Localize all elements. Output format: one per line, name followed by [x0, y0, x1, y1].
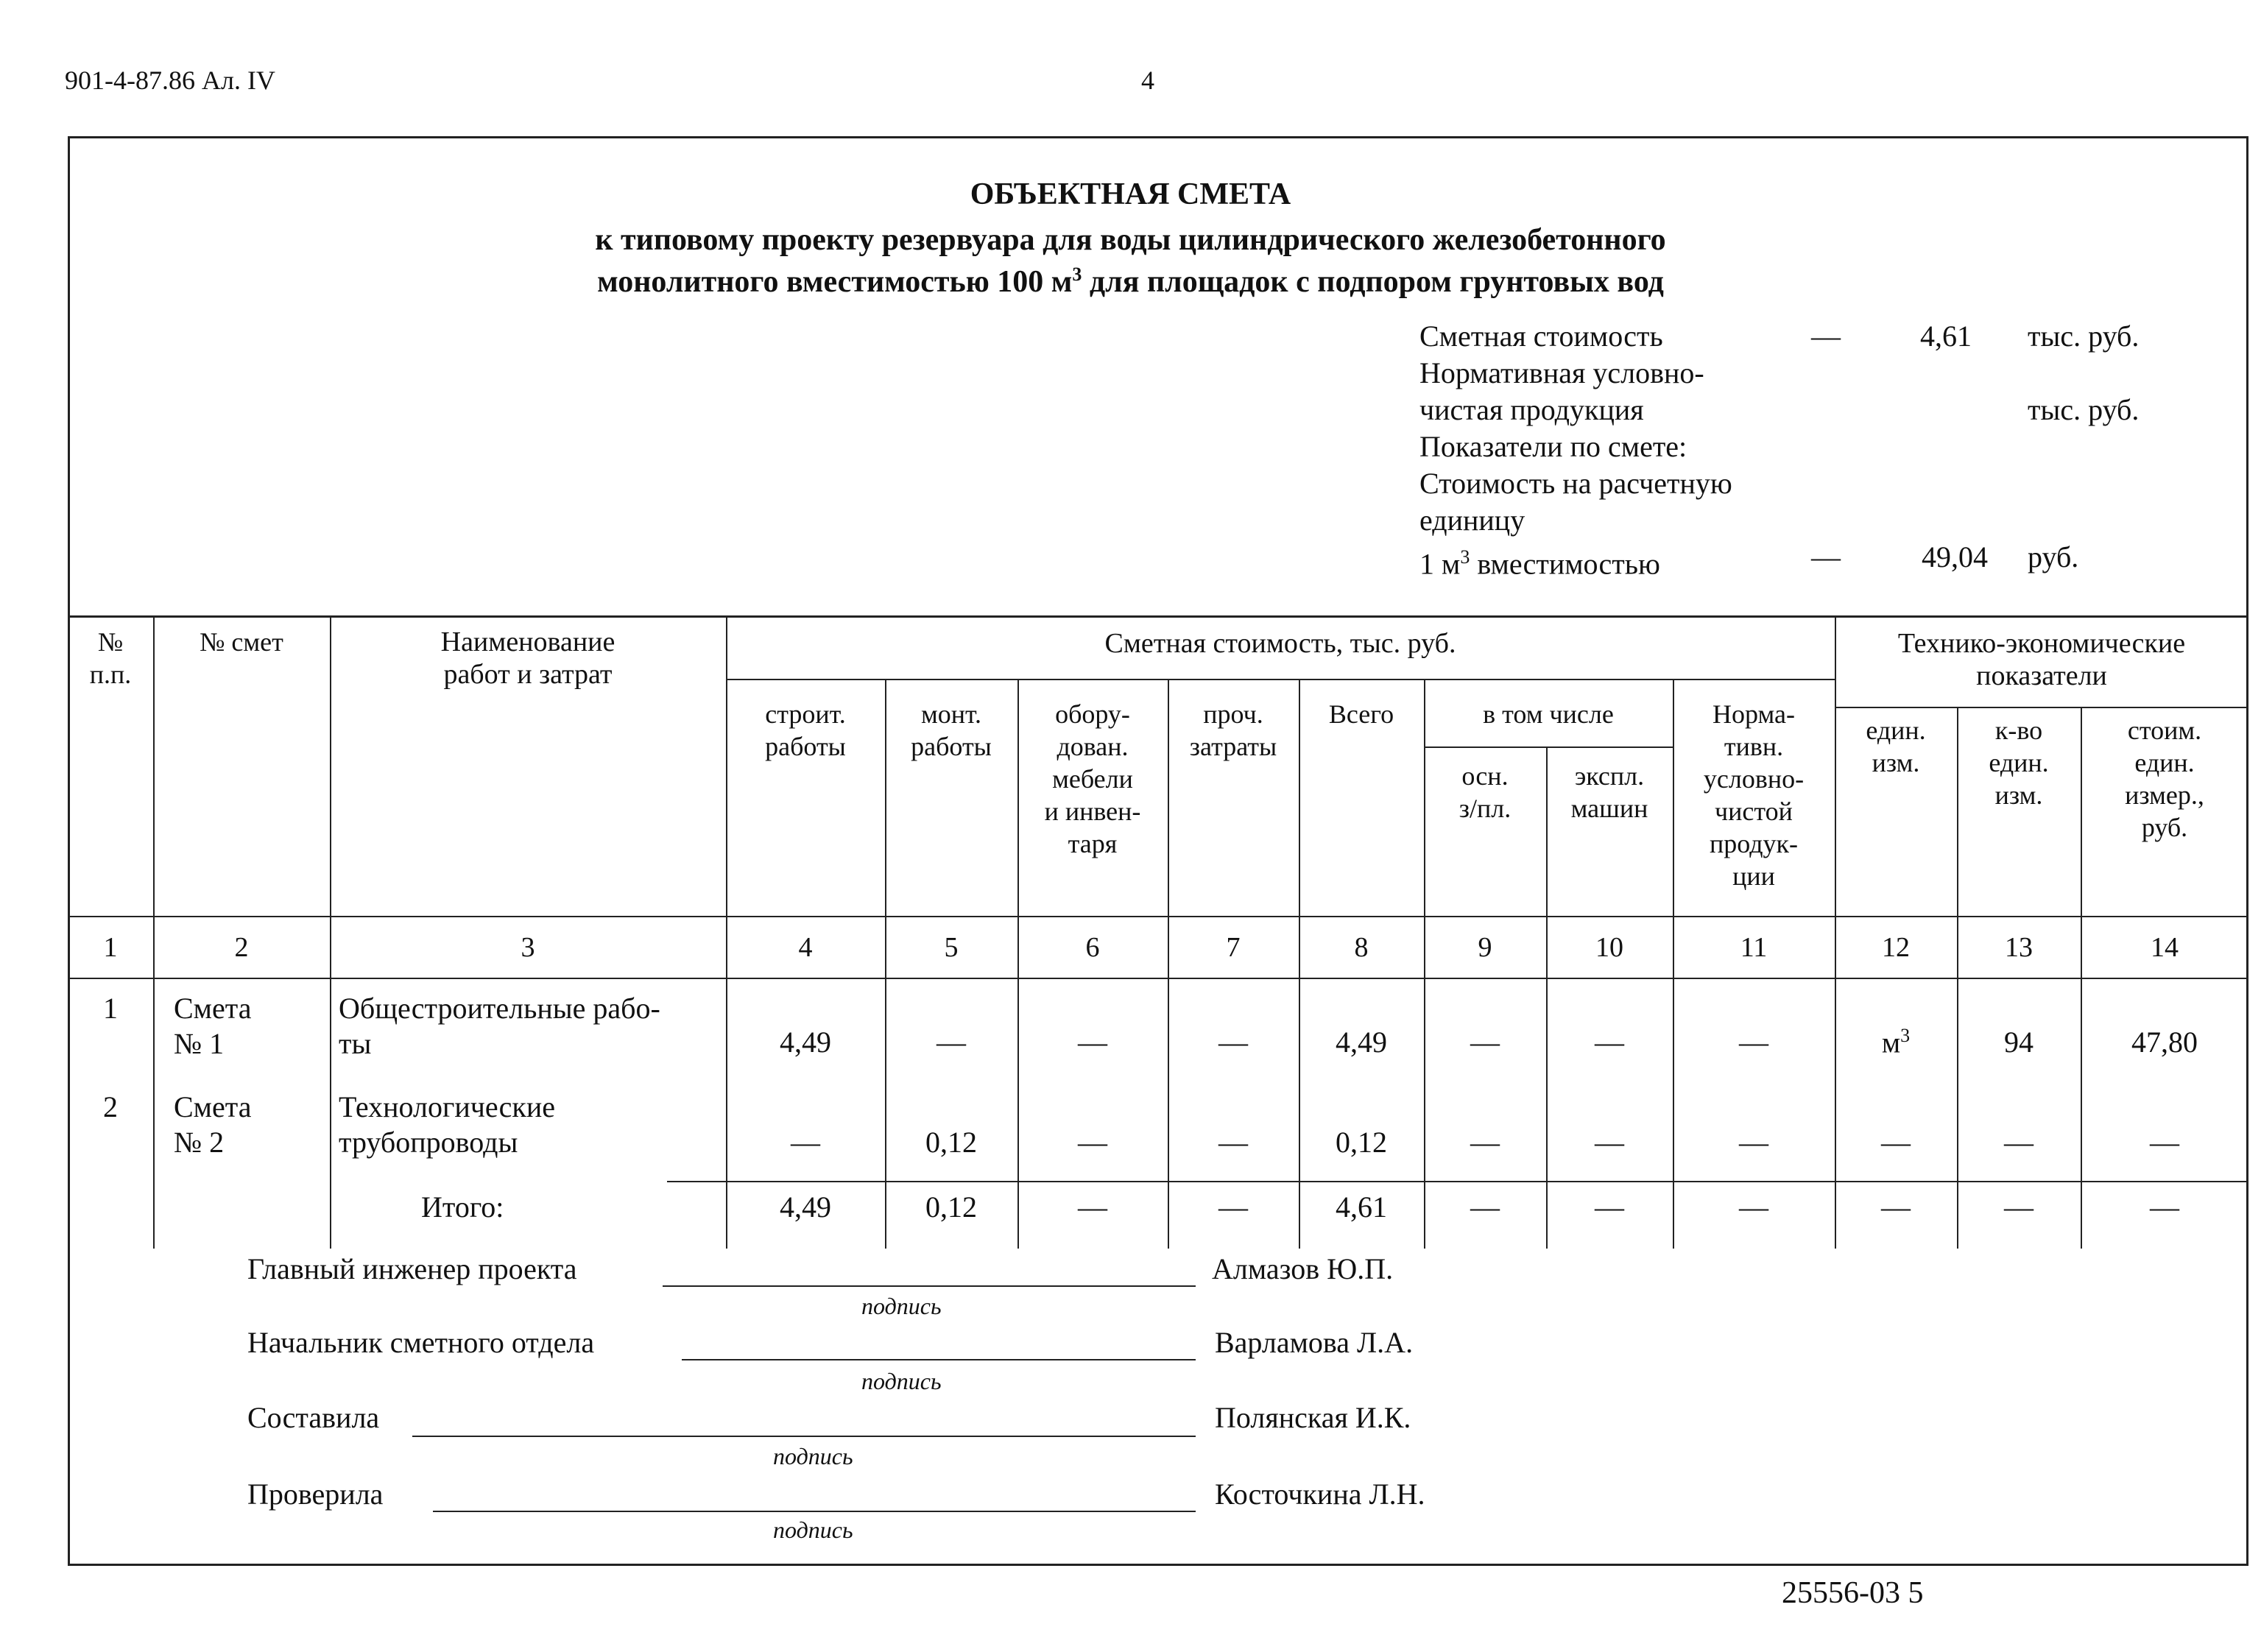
- row1-c4: 4,49: [780, 1026, 831, 1059]
- subtitle-text-a: монолитного вместимостью 100 м: [597, 265, 1073, 299]
- subtitle-text-b: для площадок с подпором грунтовых вод: [1082, 265, 1664, 299]
- row1-smeta: Смета № 1: [174, 992, 252, 1060]
- total-c4: 4,49: [780, 1190, 831, 1224]
- signature-role-1: Главный инженер проекта: [247, 1252, 577, 1285]
- signature-role-2: Начальник сметного отдела: [247, 1326, 595, 1359]
- row2-c10: —: [1595, 1126, 1624, 1159]
- colnum-6: 6: [1085, 932, 1100, 963]
- norm-unit: тыс. руб.: [2028, 393, 2140, 426]
- row1-c11: —: [1739, 1026, 1768, 1059]
- grid-h-top: [68, 615, 2248, 618]
- row1-c14: 47,80: [2131, 1026, 2198, 1059]
- row1-num: 1: [103, 992, 118, 1025]
- grid-h-tech-group: [1835, 707, 2248, 708]
- colnum-5: 5: [944, 932, 959, 963]
- row1-c8: 4,49: [1336, 1026, 1387, 1059]
- signature-role-4: Проверила: [247, 1478, 384, 1511]
- total-c14: —: [2150, 1190, 2179, 1224]
- row1-c9: —: [1470, 1026, 1500, 1059]
- header-col5: монт. работы: [911, 699, 992, 761]
- total-c7: —: [1218, 1190, 1248, 1224]
- row2-smeta: Смета № 2: [174, 1090, 252, 1159]
- norm-label-2: чистая продукция: [1419, 393, 1644, 426]
- norm-label-1: Нормативная условно-: [1419, 356, 1704, 389]
- row2-c9: —: [1470, 1126, 1500, 1159]
- volume-dash: —: [1811, 540, 1841, 573]
- colnum-8: 8: [1354, 932, 1369, 963]
- summary-block: [1419, 318, 1732, 582]
- subtitle-sup: 3: [1072, 264, 1082, 285]
- row2-c12: —: [1881, 1126, 1911, 1159]
- signature-caption-4: подпись: [773, 1517, 853, 1543]
- total-c10: —: [1595, 1190, 1624, 1224]
- document-subtitle-line1: к типовому проекту резервуара для воды цилиндрического железобетонного: [595, 223, 1666, 257]
- signature-role-3: Составила: [247, 1401, 380, 1434]
- header-cost-group: Сметная стоимость, тыс. руб.: [1104, 628, 1456, 659]
- signature-person-1: Алмазов Ю.П.: [1212, 1252, 1394, 1285]
- header-col6: обору- дован. мебели и инвен- таря: [1044, 699, 1141, 858]
- signature-person-3: Полянская И.К.: [1215, 1401, 1411, 1434]
- volume-unit: руб.: [2028, 540, 2079, 573]
- cost-unit: тыс. руб.: [2028, 320, 2140, 353]
- total-c12: —: [1881, 1190, 1911, 1224]
- colnum-7: 7: [1226, 932, 1241, 963]
- colnum-10: 10: [1595, 932, 1623, 963]
- header-col13: к-во един. изм.: [1989, 716, 2049, 810]
- header-col11: Норма- тивн. условно- чистой продук- ции: [1703, 699, 1805, 891]
- signature-line-3: [412, 1436, 1196, 1437]
- signature-person-4: Косточкина Л.Н.: [1215, 1478, 1425, 1511]
- volume-label-a: 1 м: [1419, 547, 1461, 581]
- volume-value: 49,04: [1922, 540, 1988, 573]
- signature-caption-2: подпись: [861, 1368, 942, 1394]
- row2-name: Технологические трубопроводы: [339, 1090, 556, 1159]
- total-label: Итого:: [421, 1190, 504, 1224]
- document-code: 901-4-87.86 Ал. IV: [65, 66, 275, 95]
- colnum-4: 4: [798, 932, 813, 963]
- colnum-14: 14: [2151, 932, 2179, 963]
- signature-line-1: [663, 1285, 1196, 1287]
- grid-h-colnum-bottom: [68, 978, 2248, 979]
- colnum-3: 3: [521, 932, 535, 963]
- row2-c5: 0,12: [925, 1126, 977, 1159]
- row1-name: Общестроительные рабо- ты: [339, 992, 660, 1060]
- volume-label: [1419, 539, 1732, 582]
- row2-c13: —: [2004, 1126, 2034, 1159]
- grid-h-total-top: [667, 1181, 2248, 1182]
- signature-line-2: [682, 1359, 1196, 1360]
- signature-person-2: Варламова Л.А.: [1215, 1326, 1414, 1359]
- total-c5: 0,12: [925, 1190, 977, 1224]
- total-c8: 4,61: [1336, 1190, 1387, 1224]
- row1-c12-sup: 3: [1900, 1025, 1911, 1046]
- total-c13: —: [2004, 1190, 2034, 1224]
- row2-c4: —: [791, 1126, 820, 1159]
- colnum-1: 1: [103, 932, 118, 963]
- row2-c11: —: [1739, 1126, 1768, 1159]
- cost-dash: —: [1811, 320, 1841, 353]
- grid-h-cost-group: [726, 679, 1835, 680]
- header-tech-group: Технико-экономические показатели: [1897, 628, 2186, 691]
- row2-c7: —: [1218, 1126, 1248, 1159]
- header-col14: стоим. един. измер., руб.: [2125, 716, 2204, 842]
- row1-c12: [1835, 1025, 1957, 1059]
- colnum-12: 12: [1882, 932, 1910, 963]
- indicators-label: Показатели по смете:: [1419, 430, 1687, 463]
- unit-cost-label-2: единицу: [1419, 504, 1525, 537]
- header-incl-group: в том числе: [1483, 699, 1614, 729]
- row2-c8: 0,12: [1336, 1126, 1387, 1159]
- header-col9: осн. з/пл.: [1458, 761, 1512, 823]
- signature-caption-3: подпись: [773, 1443, 853, 1469]
- volume-label-b: вместимостью: [1470, 547, 1660, 581]
- row1-c5: —: [937, 1026, 966, 1059]
- footer-code: 25556-03 5: [1782, 1576, 1924, 1610]
- signature-line-4: [433, 1511, 1196, 1512]
- colnum-9: 9: [1478, 932, 1492, 963]
- volume-label-sup: 3: [1460, 546, 1470, 568]
- cost-value: 4,61: [1920, 320, 1972, 353]
- header-col4: строит. работы: [765, 699, 846, 761]
- header-col7: проч. затраты: [1189, 699, 1277, 761]
- total-c6: —: [1078, 1190, 1107, 1224]
- document-title: ОБЪЕКТНАЯ СМЕТА: [970, 177, 1291, 211]
- total-c9: —: [1470, 1190, 1500, 1224]
- page-number: 4: [1141, 66, 1154, 95]
- grid-h-incl-group: [1424, 746, 1673, 748]
- header-col8: Всего: [1328, 699, 1394, 729]
- colnum-11: 11: [1740, 932, 1768, 963]
- row1-c12-unit: м: [1881, 1026, 1901, 1059]
- signature-caption-1: подпись: [861, 1293, 942, 1319]
- unit-cost-label-1: Стоимость на расчетную: [1419, 467, 1732, 500]
- colnum-2: 2: [234, 932, 249, 963]
- colnum-13: 13: [2005, 932, 2033, 963]
- header-col1: № п.п.: [89, 627, 132, 689]
- row1-c7: —: [1218, 1026, 1248, 1059]
- header-col10: экспл. машин: [1570, 761, 1648, 823]
- row2-c6: —: [1078, 1126, 1107, 1159]
- row1-c6: —: [1078, 1026, 1107, 1059]
- header-col3: Наименование работ и затрат: [440, 626, 615, 690]
- row1-c10: —: [1595, 1026, 1624, 1059]
- cost-label: Сметная стоимость: [1419, 320, 1663, 353]
- header-col2: № смет: [200, 627, 283, 657]
- row2-c14: —: [2150, 1126, 2179, 1159]
- row2-num: 2: [103, 1090, 118, 1123]
- header-col12: един. изм.: [1866, 716, 1926, 777]
- total-c11: —: [1739, 1190, 1768, 1224]
- row1-c13: 94: [2004, 1026, 2034, 1059]
- document-subtitle-line2: [0, 264, 2261, 300]
